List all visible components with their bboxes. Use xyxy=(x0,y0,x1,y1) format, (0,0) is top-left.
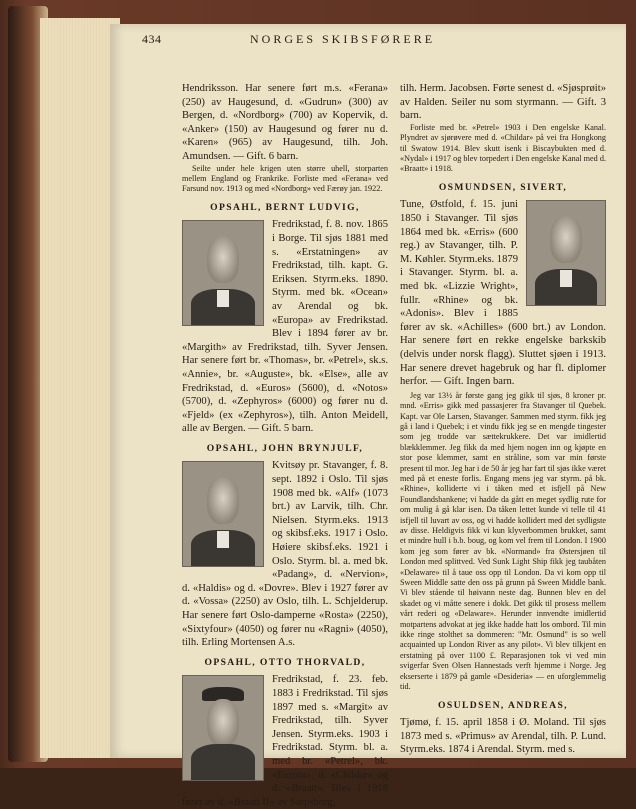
page-header xyxy=(70,32,626,52)
page-number: 434 xyxy=(142,32,162,46)
entry-anecdote: Jeg var 13½ år første gang jeg gikk til sjøs, 8 kroner pr. mnd. «Erris» gikk med passasjerer fra Stavanger til Quebek. Kapt. var Ole Larsen, Stavanger. Sammen med styrm. fikk jeg gå i land i Quebek; i et vindu fikk jeg se en mengde tingester som jeg trodde var sættekrukkere. Det var imidlertid blækklemmer. Jeg fikk da med hjem nogen inn og kjøpte en stor pose klemmer, samt en stråline, som var min første present til mor. Jeg har i de 50 år jeg har fart til sjøs ikke været med på et eneste forlis. Engang mens jeg var styrm. på bk. «Rhine», kolliderte vi i tåken med et isfjell på New Foundlandsbankene; vi hadde da gått en meget sydlig rute for om mulig å gå klar isen. Da tåken lettet kunde vi telle til 41 isfjell til luvart av oss, og vi hadde kollidert med det sydligste av disse. Heldigvis fikk vi kun klyverbommen brukket, samt et mindre hull i b.b. boug, og kom vel frem til London. I 1900 kom jeg som fører av bk. «Normand» fra Østersjøen til London med splittved. Ved Sunk Light Ship fikk jeg taubåten «Delaware» til å taue oss opp til London. Da vi kom opp til Sween Middle satte den oss på grunn på Sween Middle bank. Vi blev stående til høivann neste dag. Bunnen blev en del skadet og vi måtte senere i dokk. Det gikk til prosess mellem vårt rederi og «Delaware». Herunder innvendte imidlertid motpartens advokat at jeg ikke hadde hatt los ombord. Til min ikke ringe stolthet sa dommeren: "Mr. Osmund" is so well acquainted up London River as any pilot». Vi blev tilkjent en erstatning på over 1100 £. Reparasjonen tok vi ved min svigerfar Sven Olsen Hannestads verft hjemme i Norge. Jeg ekserserte i 1879 på gamle «Desideria» — en uforglemmelig tid. xyxy=(400,390,606,692)
portrait-photo xyxy=(182,220,264,326)
page-edges xyxy=(40,18,120,758)
running-title: NORGES SKIBSFØRERE xyxy=(250,32,436,46)
left-intro-small: Seilte under hele krigen uten større uhell, storparten mellem England og Frankrike. Forliste med «Ferana» ved Farsund nov. 1913 og med «Nordborg» ved Færøy jan. 1922. xyxy=(182,163,388,194)
right-intro-small: Forliste med br. «Petrel» 1903 i Den engelske Kanal. Plyndret av sjørøvere med d. «Childar» på vei fra Hongkong til Swatow 1914. Blev skutt isenk i Biscaybukten med d. «Nydal» i 1917 og blev torpedert i Den engelske Kanal med d. «Braatt» i 1918. xyxy=(400,122,606,174)
left-column xyxy=(182,82,388,809)
entry-text: Tune, Østfold, f. 15. juni 1850 i Stavanger. Til sjøs 1864 med bk. «Erris» (600 reg.) av Stavanger, tilh. P. M. Køhler. Styrm.eks. 1879 i Stavanger. Styrm. bl. a. med bk. «Lizzie Wright», fullr. «Rhine» og bk. «Adonis». Blev i 1885 fører av sk. «Achilles» (600 brt.) av London. Har senere ført en rekke engelske barkskib (delvis under norsk flagg). Sluttet sjøen i 1913. Har senere drevet hagebruk og har fl. diplomer herfor. — Gift. Ingen barn. xyxy=(400,199,606,388)
entry-heading: OSULDSEN, ANDREAS, xyxy=(438,699,568,711)
entry-text: Tjømø, f. 15. april 1858 i Ø. Moland. Til sjøs 1873 med s. «Primus» av Arendal, tilh. P. Lund. Styrm.eks. 1874 i Arendal. Styrm. med s. xyxy=(400,717,606,756)
entry-text: Fredrikstad, f. 23. feb. 1883 i Fredrikstad. Til sjøs 1897 med s. «Margit» av Fredrikstad, tilh. Syver Jensen. Styrm.eks. 1903 i Fredrikstad. Styrm. bl. a. med br. «Petrel», bk. «Eurora», d. «Childar» og d. «Braatt». Blev i 1918 fører av d. «Braatt II» av Sarpsborg, xyxy=(182,674,388,808)
portrait-photo xyxy=(526,200,606,306)
right-intro-text: tilh. Herm. Jacobsen. Førte senest d. «Sjøsprøit» av Halden. Seiler nu som styrmann. — Gift. 3 barn. xyxy=(400,83,606,122)
entry-heading: OPSAHL, OTTO THORVALD, xyxy=(204,656,366,668)
portrait-photo xyxy=(182,675,264,781)
right-column xyxy=(400,82,606,757)
entry-heading: OPSAHL, JOHN BRYNJULF, xyxy=(206,442,364,454)
portrait-photo xyxy=(182,461,264,567)
entry-text: Kvitsøy pr. Stavanger, f. 8. sept. 1892 i Oslo. Til sjøs 1908 med bk. «Alf» (1073 brt.) av Larvik, tilh. Chr. Nielsen. Styrm.eks. 1913 og skibsf.eks. 1917 i Oslo. Høiere skibsf.eks. 1921 i Oslo. Styrm. bl. a. med bk. «Padang», d. «Nervion», d. «Haldis» og d. «Dovre». Blev i 1927 fører av d. «Vossa» (2250) av Oslo, tilh. L. Schjelderup. Har senere ført Oslo-damperne «Rosta» (2250), «Sixtyfour» (4050) og fører nu «Ragni» (4050), tilh. Erling Mortensen A.s. xyxy=(182,460,388,649)
entry-text: Fredrikstad, f. 8. nov. 1865 i Borge. Til sjøs 1881 med s. «Erstatningen» av Fredrikstad, tilh. kapt. G. Eriksen. Styrm.eks. 1890. Styrm. med bk. «Ocean» av Arendal og bk. «Europa» av Fredrikstad. Blev i 1894 fører av br. «Margith» av Fredrikstad, tilh. Syver Jensen. Har senere ført br. «Thomas», br. «Petrel», sk.s. «Annie», br. «Auguste», bk. «Else», alle av Fredrikstad, d. «Euros» (5600), d. «Notos» (5700), d. «Zephyros» (6000) og fører nu d. «Fjeld» (ex «Zephyros»), tilh. Anton Meidell, alle av Bergen. — Gift. 5 barn. xyxy=(182,219,388,435)
entry-heading: OSMUNDSEN, SIVERT, xyxy=(438,181,568,193)
left-intro-text: Hendriksson. Har senere ført m.s. «Ferana» (250) av Haugesund, d. «Gudrun» (300) av Bergen, d. «Nordborg» (700) av Kopervik, d. «Anker» (150) av Haugesund og fører nu d. «Karen» (965) av Haugesund, tilh. Joh. Amundsen. — Gift. 6 barn. xyxy=(182,83,388,162)
entry-heading: OPSAHL, BERNT LUDVIG, xyxy=(210,201,360,213)
